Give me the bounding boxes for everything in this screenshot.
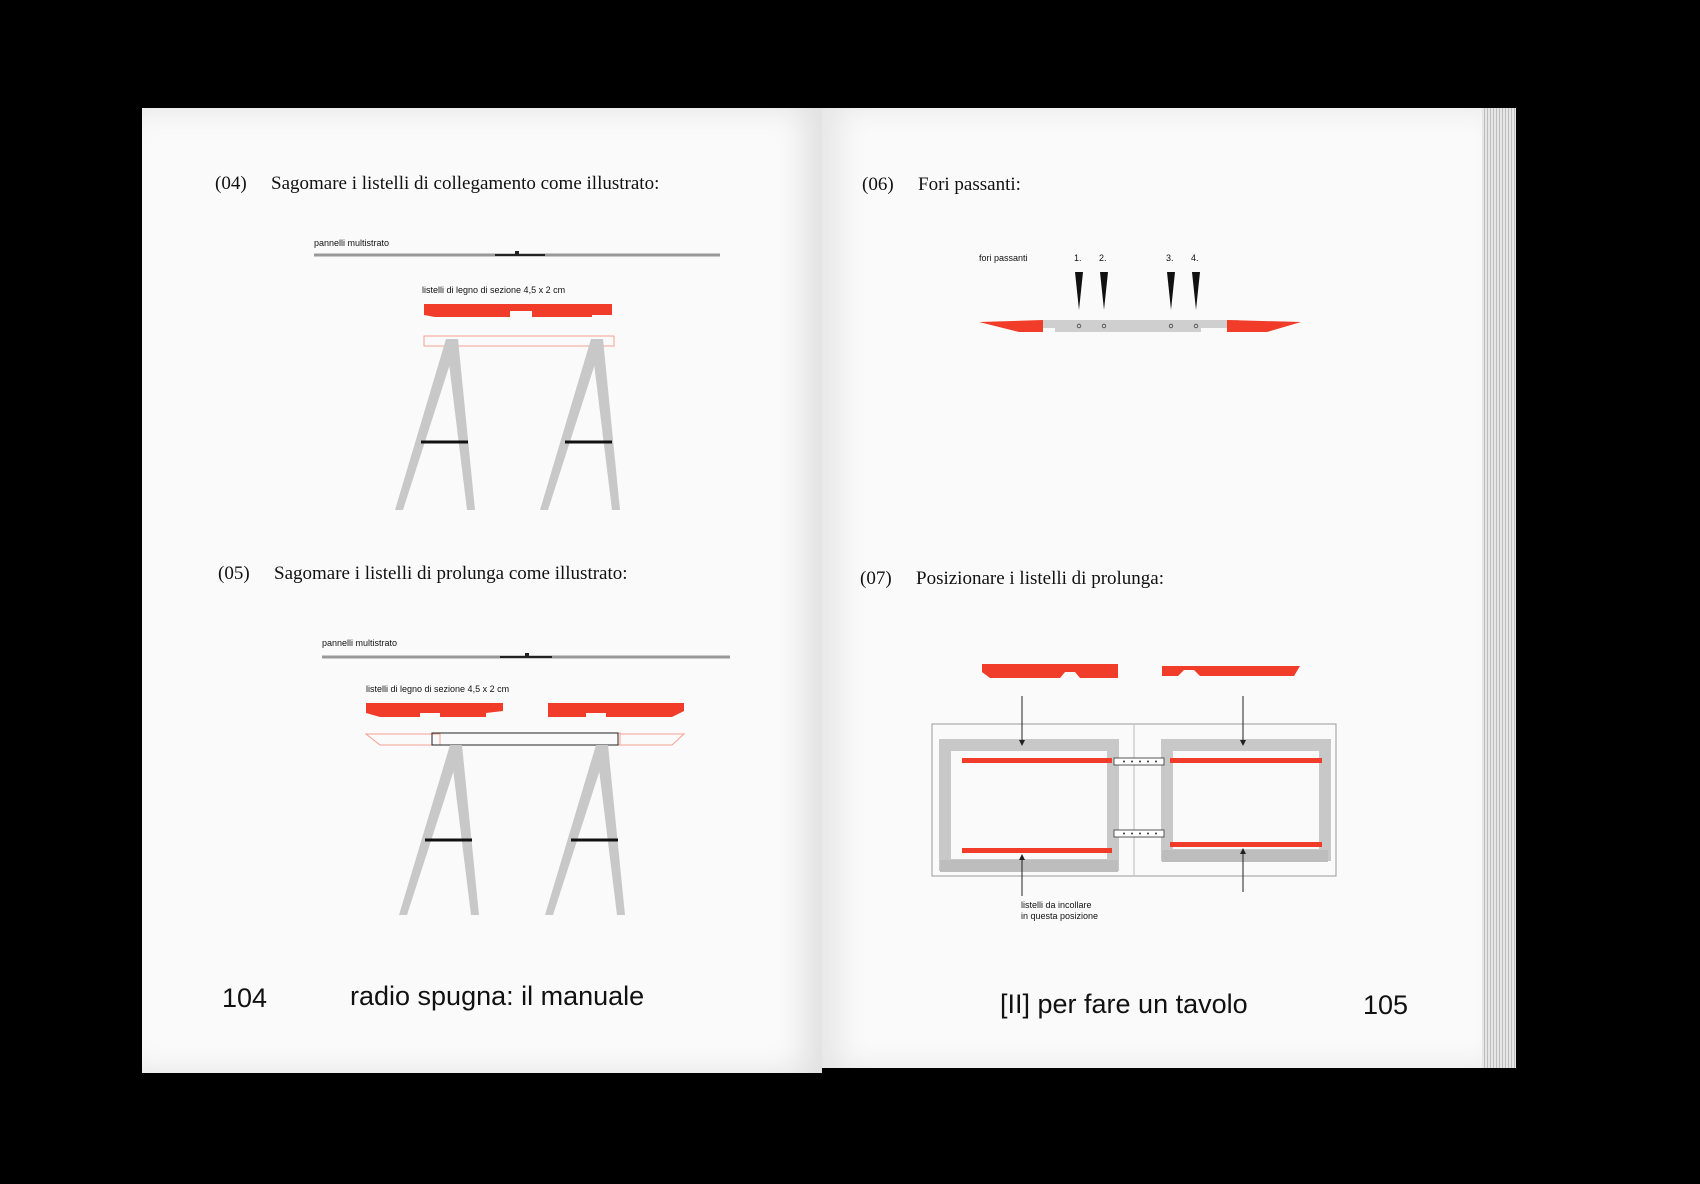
- step-number: (06): [862, 174, 894, 195]
- arrow-down-right: [1240, 696, 1246, 746]
- strip-label: listelli di legno di sezione 4,5 x 2 cm: [422, 285, 566, 295]
- page-edges: [1482, 108, 1516, 1068]
- extension-strip-right: [548, 703, 684, 717]
- trestle-left: [399, 745, 479, 915]
- hole-label-3: 3.: [1166, 253, 1174, 263]
- grey-board: [1043, 320, 1239, 332]
- step-text: Posizionare i listelli di prolunga:: [916, 568, 1165, 589]
- frame-right: [1162, 745, 1328, 862]
- step-05: [218, 563, 628, 585]
- trestle-right: [545, 745, 625, 915]
- caption-line-2: in questa posizione: [1021, 911, 1099, 921]
- step-text: Sagomare i listelli di prolunga come illustrato:: [274, 563, 628, 584]
- drill-marker-2: [1100, 272, 1108, 310]
- trestle-right: [540, 339, 620, 510]
- step-04: [215, 173, 659, 195]
- trestle-left: [395, 339, 475, 510]
- page-number-right: 105: [1363, 990, 1409, 1020]
- drill-marker-4: [1192, 272, 1200, 310]
- step-text: Sagomare i listelli di collegamento come illustrato:: [271, 173, 660, 194]
- arrow-down-left: [1019, 696, 1025, 746]
- connector-bottom: [1114, 830, 1164, 837]
- connector-top: [1114, 758, 1164, 765]
- step-06: [862, 174, 1021, 196]
- step-text: Fori passanti:: [918, 174, 1021, 195]
- extension-strip-left: [366, 703, 503, 717]
- figure-07-plan: [930, 660, 1340, 930]
- drill-marker-3: [1167, 272, 1175, 310]
- book-title: radio spugna: il manuale: [350, 981, 645, 1011]
- step-number: (07): [860, 568, 892, 589]
- caption-line-1: listelli da incollare: [1021, 900, 1092, 910]
- frame-left: [940, 745, 1118, 872]
- hole-label-4: 4.: [1191, 253, 1199, 263]
- connecting-strip: [424, 304, 612, 317]
- extension-strip-left: [982, 664, 1118, 678]
- red-end-right: [1227, 320, 1301, 332]
- page-number-left: 104: [222, 983, 268, 1013]
- figure-04-trestle: [300, 235, 730, 515]
- extension-strip-right: [1162, 666, 1300, 676]
- hole-label-1: 1.: [1074, 253, 1082, 263]
- hole-label-2: 2.: [1099, 253, 1107, 263]
- step-number: (05): [218, 563, 250, 584]
- figure-05-trestle: [310, 635, 740, 920]
- holes-label: fori passanti: [979, 253, 1028, 263]
- panel-label: pannelli multistrato: [314, 238, 390, 248]
- section-title: [II] per fare un tavolo: [1000, 989, 1248, 1019]
- step-number: (04): [215, 173, 247, 194]
- strip-label: listelli di legno di sezione 4,5 x 2 cm: [366, 684, 510, 694]
- figure-06-holes: [975, 250, 1305, 340]
- red-end-left: [979, 320, 1043, 332]
- panel-label: pannelli multistrato: [322, 638, 398, 648]
- drill-marker-1: [1075, 272, 1083, 310]
- step-07: [860, 568, 1164, 590]
